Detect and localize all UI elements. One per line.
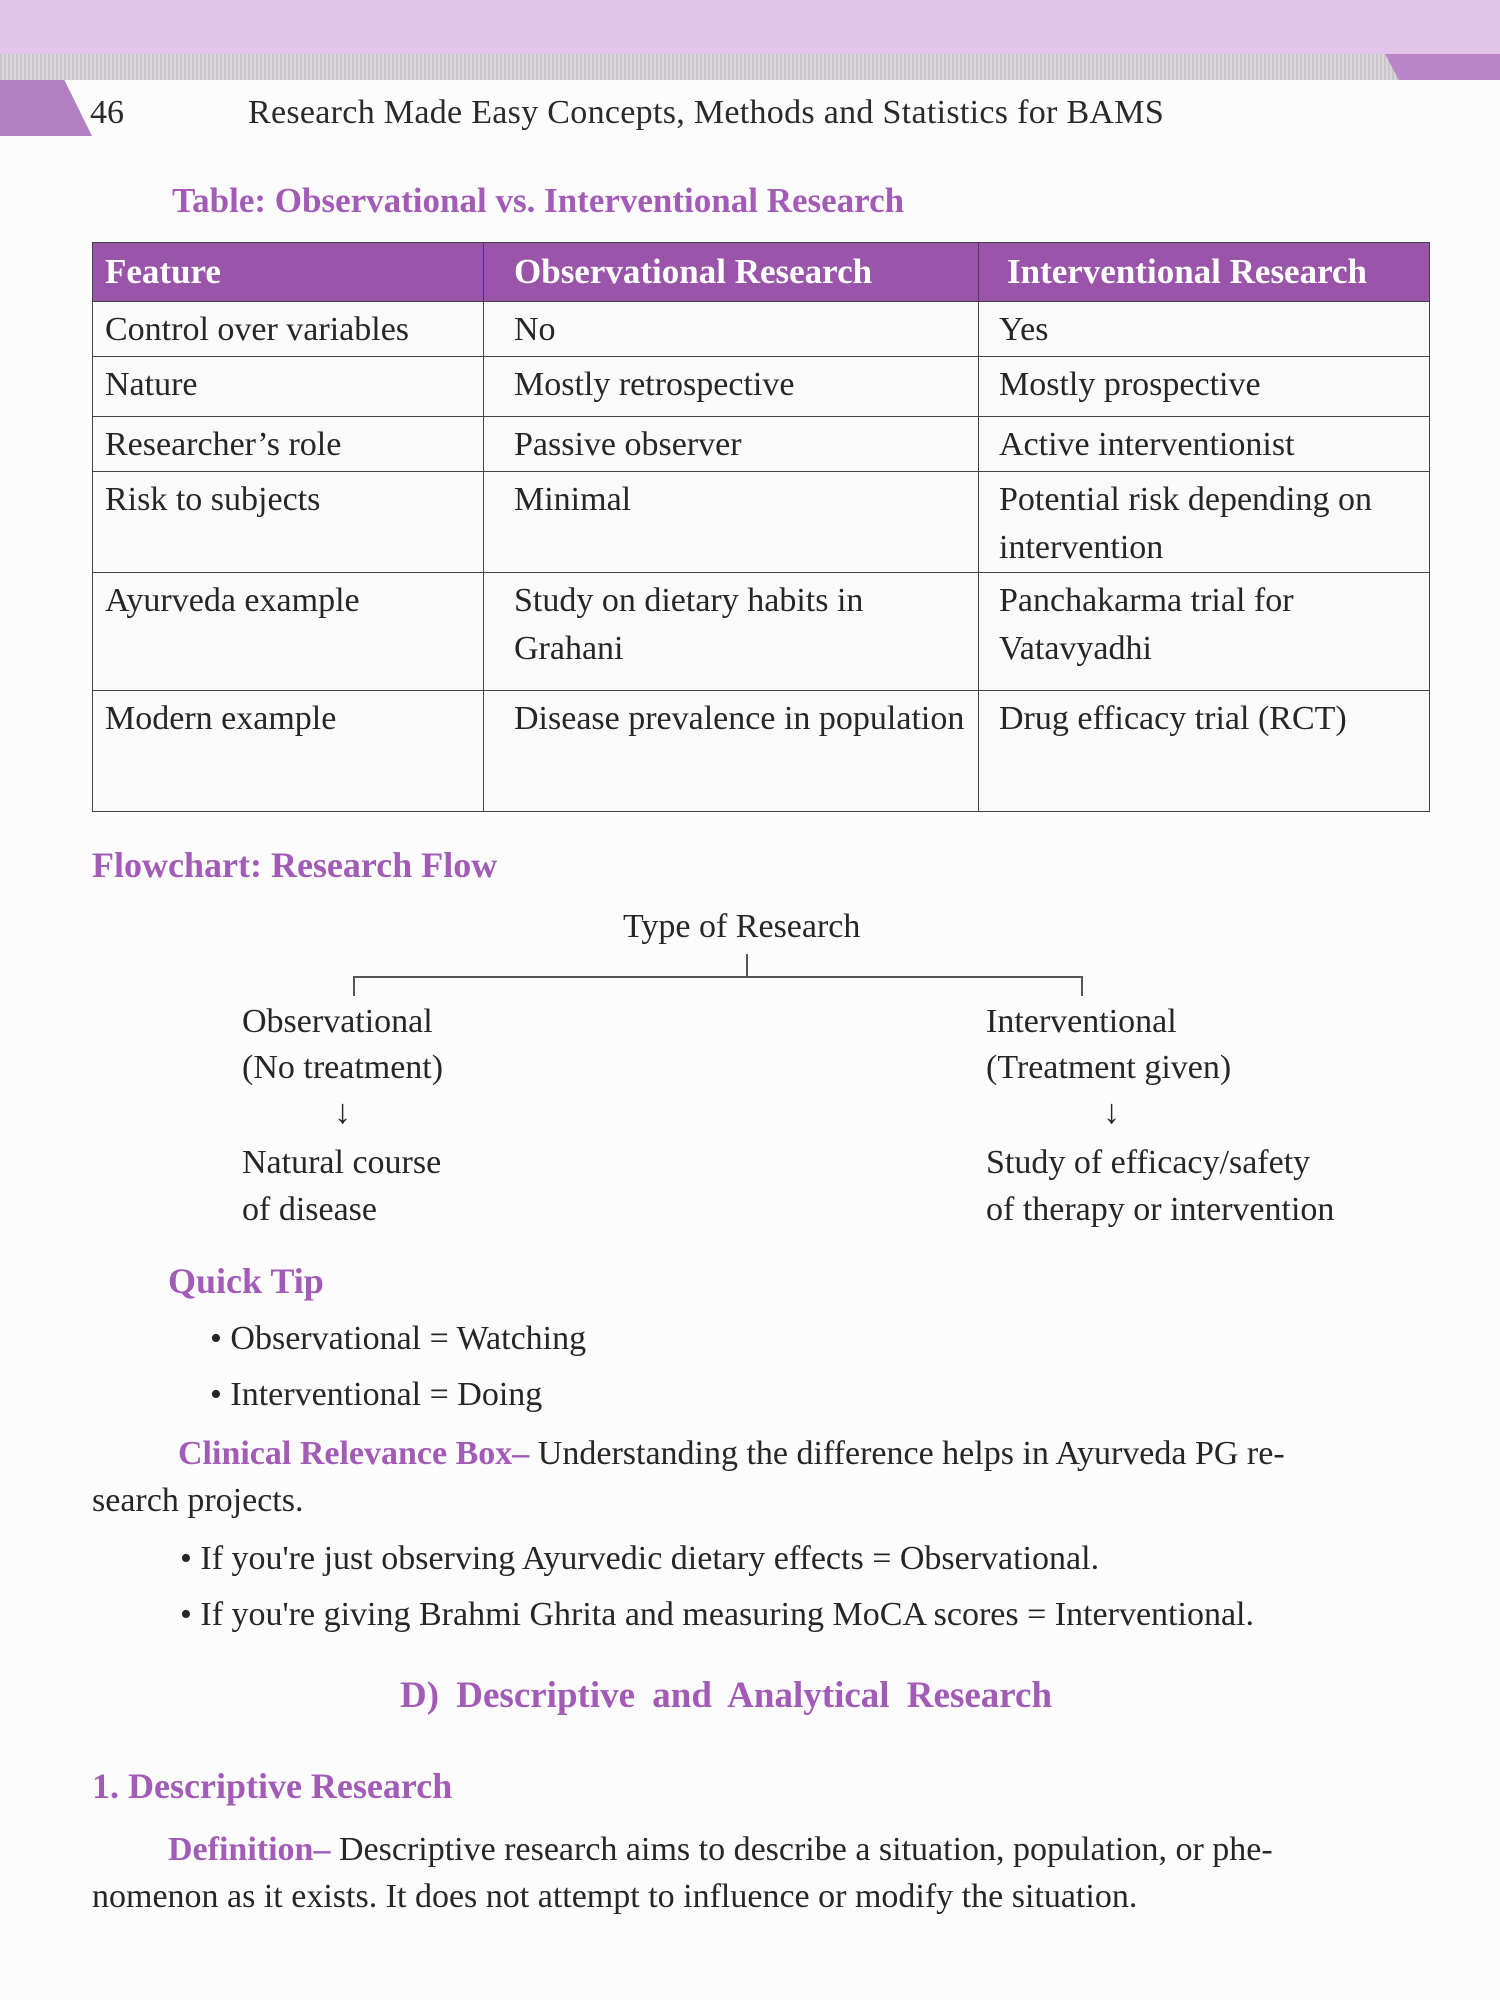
column-header: Interventional Research [979, 243, 1430, 302]
table-row [93, 417, 1430, 472]
table-cell: Mostly retrospective [484, 357, 979, 417]
table-cell: Minimal [484, 472, 979, 573]
gray-band [0, 54, 1500, 80]
table-row [93, 472, 1430, 573]
page-number: 46 [90, 94, 124, 131]
table-cell: Panchakarma trial for Vatavyadhi [979, 573, 1430, 691]
connector-line [746, 954, 748, 976]
table-cell: No [484, 302, 979, 357]
flow-left-outcome: Natural course [242, 1144, 442, 1181]
flowchart-root: Type of Research [623, 908, 861, 945]
table-cell: Drug efficacy trial (RCT) [979, 691, 1430, 812]
tip-bullet: • Interventional = Doing [210, 1376, 543, 1413]
table-caption: Table: Observational vs. Interventional Research [172, 181, 905, 220]
running-title: Research Made Easy Concepts, Methods and Statistics for BAMS [248, 94, 1165, 131]
table-row [93, 302, 1430, 357]
clinical-bullet-text: If you're giving Brahmi Ghrita and measuring MoCA scores = Interventional. [200, 1596, 1254, 1633]
table-cell: Potential risk depending on intervention [979, 472, 1430, 573]
quick-tip-heading: Quick Tip [168, 1261, 324, 1301]
definition-paragraph [168, 1827, 1273, 1873]
comparison-table [92, 242, 1430, 812]
clinical-bullet-text: If you're just observing Ayurvedic dietary effects = Observational. [200, 1540, 1100, 1577]
clinical-bullet: • If you're giving Brahmi Ghrita and measuring MoCA scores = Interventional. [180, 1596, 1254, 1633]
table-row [93, 691, 1430, 812]
table-cell: Disease prevalence in population [484, 691, 979, 812]
clinical-text: search projects. [92, 1482, 304, 1519]
table-header-row [93, 243, 1430, 302]
flow-right-subtitle: (Treatment given) [986, 1049, 1232, 1086]
table-cell: Ayurveda example [93, 573, 484, 691]
table-cell: Control over variables [93, 302, 484, 357]
top-band [0, 0, 1500, 54]
flow-left-outcome: of disease [242, 1191, 378, 1228]
column-header: Observational Research [484, 243, 979, 302]
table-row [93, 573, 1430, 691]
flow-left-title: Observational [242, 1003, 433, 1040]
flowchart-heading: Flowchart: Research Flow [92, 845, 498, 885]
flow-left-subtitle: (No treatment) [242, 1049, 444, 1086]
table-cell: Active interventionist [979, 417, 1430, 472]
table-cell: Passive observer [484, 417, 979, 472]
connector-line [353, 976, 1082, 978]
clinical-bullet: • If you're just observing Ayurvedic dietary effects = Observational. [180, 1540, 1100, 1577]
arrow-down-icon: ↓ [1103, 1094, 1120, 1131]
tip-bullet: • Observational = Watching [210, 1320, 587, 1357]
connector-line [353, 976, 355, 996]
tip-text: Interventional = Doing [230, 1376, 543, 1413]
clinical-label: Clinical Relevance Box– [178, 1435, 530, 1472]
band-accent [1385, 54, 1500, 80]
definition-text: Descriptive research aims to describe a situation, population, or phe- [330, 1831, 1273, 1868]
table-cell: Nature [93, 357, 484, 417]
flow-right-outcome: of therapy or intervention [986, 1191, 1335, 1228]
table-cell: Yes [979, 302, 1430, 357]
subsection-heading: 1. Descriptive Research [92, 1766, 453, 1806]
clinical-text: Understanding the difference helps in Ayurveda PG re- [529, 1435, 1285, 1472]
clinical-paragraph [178, 1431, 1285, 1477]
table-cell: Study on dietary habits in Grahani [484, 573, 979, 691]
table-cell: Risk to subjects [93, 472, 484, 573]
tip-text: Observational = Watching [230, 1320, 587, 1357]
arrow-down-icon: ↓ [334, 1094, 351, 1131]
page-tab [0, 80, 92, 136]
table-cell: Researcher’s role [93, 417, 484, 472]
table-row [93, 357, 1430, 417]
definition-text: nomenon as it exists. It does not attempt to influence or modify the situation. [92, 1878, 1138, 1915]
table-cell: Mostly prospective [979, 357, 1430, 417]
definition-label: Definition– [168, 1831, 331, 1868]
section-heading: D) Descriptive and Analytical Research [400, 1675, 1053, 1716]
flow-right-outcome: Study of efficacy/safety [986, 1144, 1311, 1181]
table-cell: Modern example [93, 691, 484, 812]
flow-right-title: Interventional [986, 1003, 1177, 1040]
connector-line [1081, 976, 1083, 996]
column-header: Feature [93, 243, 484, 302]
